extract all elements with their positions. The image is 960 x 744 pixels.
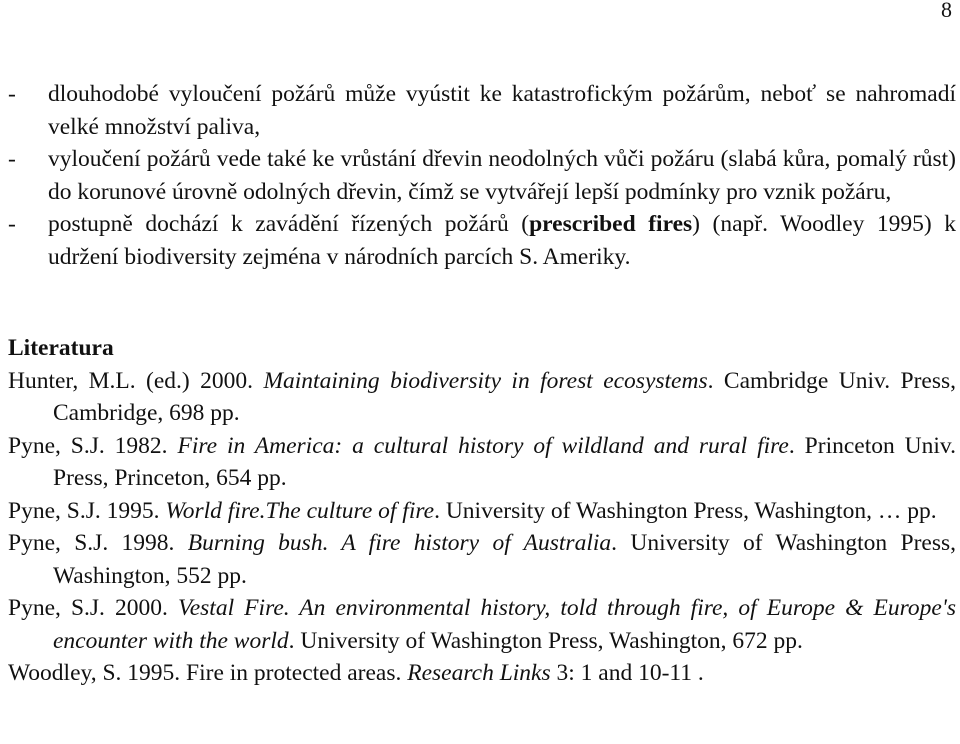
literature-section [8, 332, 956, 690]
reference-publisher: . University of Washington Press, Washington, 672 pp. [288, 627, 803, 654]
bullet-text-post: ) (např. Woodley 1995) k udržení biodiversity zejména v národních parcích S. Ameriky. [48, 211, 956, 270]
reference-volume-pages: 3: 1 and 10-11 . [550, 660, 704, 686]
reference-title: Maintaining biodiversity in forest ecosystems [263, 367, 708, 394]
page-number: 8 [941, 0, 952, 22]
bullet-item [8, 78, 956, 143]
reference-publisher: . Cambridge Univ. Press, Cambridge, 698 pp. [53, 367, 956, 426]
reference-author-year: Pyne, S.J. 1998. [8, 530, 188, 556]
bullet-list [8, 78, 956, 273]
bullet-text-bold-term: prescribed fires [529, 211, 693, 237]
bullet-text: vyloučení požárů vede také ke vrůstání dřevin neodolných vůči požáru (slabá kůra, pomalý růst) do korunové úrovně odolných dřevin, čímž se vytvářejí lepší podmínky pro vznik požáru, [48, 146, 956, 205]
reference-author-year: Pyne, S.J. 1995. [8, 497, 166, 524]
reference-author-year: Pyne, S.J. 1982. [8, 432, 178, 459]
reference-entry [8, 495, 956, 528]
bullet-item [8, 143, 956, 208]
bullet-text-pre: postupně dochází k zavádění řízených požárů ( [48, 211, 530, 237]
reference-entry [8, 527, 956, 592]
reference-title: Fire in America: a cultural history of wildland and rural fire [177, 432, 789, 459]
bullet-item [8, 208, 956, 273]
bullet-dash: - [8, 81, 16, 107]
reference-entry [8, 592, 956, 657]
reference-author-year: Woodley, S. 1995. Fire in protected areas. [8, 660, 408, 686]
reference-publisher: . University of Washington Press, Washington, 552 pp. [53, 530, 956, 589]
bullet-text: dlouhodobé vyloučení požárů může vyústit ke katastrofickým požárům, neboť se nahromadí velké množství paliva, [48, 81, 956, 140]
bullet-dash: - [8, 211, 16, 237]
reference-title: World fire.The culture of fire [165, 497, 435, 524]
reference-entry [8, 657, 956, 690]
reference-title: Burning bush. A fire history of Australia [187, 530, 612, 556]
literature-heading: Literatura [8, 335, 114, 361]
reference-entry [8, 365, 956, 430]
bullet-text [48, 208, 956, 273]
reference-author-year: Hunter, M.L. (ed.) 2000. [8, 367, 264, 394]
bullet-dash: - [8, 146, 16, 172]
reference-author-year: Pyne, S.J. 2000. [8, 595, 178, 621]
reference-publisher: . University of Washington Press, Washington, … pp. [434, 497, 937, 524]
reference-title: Vestal Fire. An environmental history, told through fire, of Europe & Europe's encounter with the world [53, 595, 956, 654]
reference-entry [8, 430, 956, 495]
reference-publisher: . Princeton Univ. Press, Princeton, 654 pp. [53, 432, 957, 491]
reference-journal: Research Links [407, 660, 551, 686]
